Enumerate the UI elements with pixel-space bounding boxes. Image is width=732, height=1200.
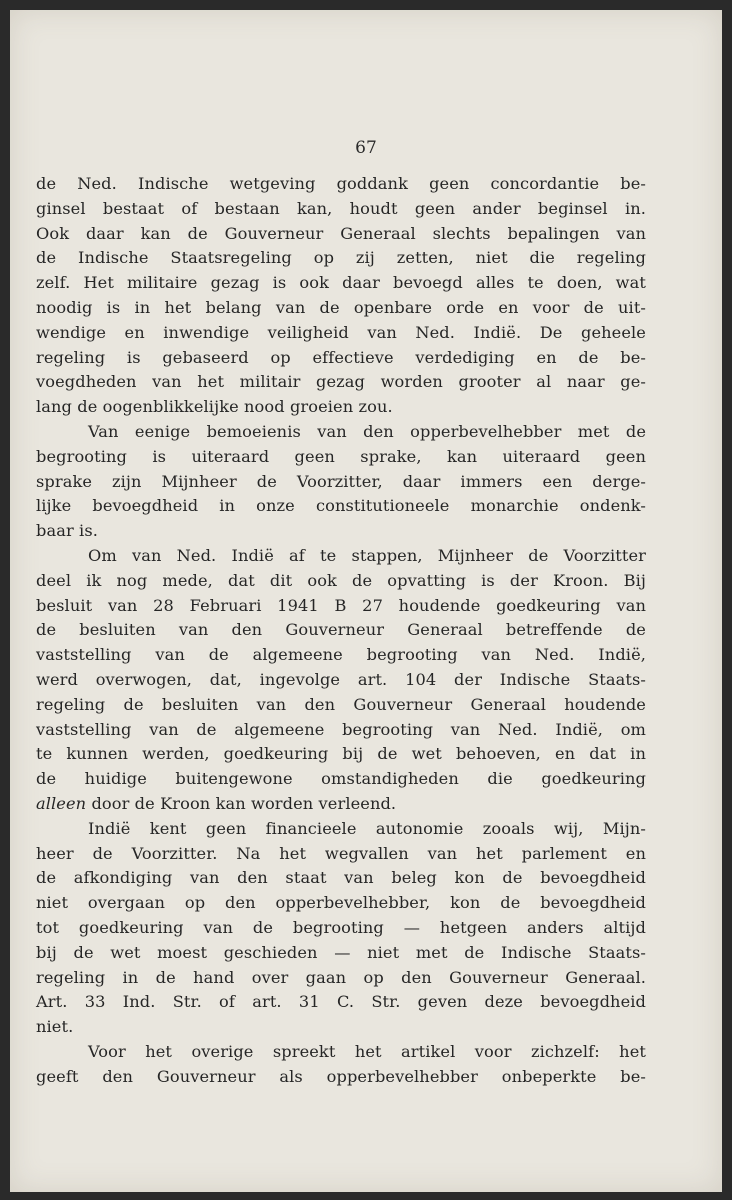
text-line: de huidige buitengewone omstandigheden die goedkeuring — [36, 769, 646, 789]
text-line: ginsel bestaat of bestaan kan, houdt geen ander beginsel in. — [36, 198, 646, 218]
text-line: werd overwogen, dat, ingevolge art. 104 der Indische Staats- — [36, 669, 646, 689]
text-line: regeling is gebaseerd op effectieve verdediging en de be- — [36, 347, 646, 367]
text-line: Indië kent geen financieele autonomie zooals wij, Mijn- — [88, 818, 646, 838]
text-line: niet overgaan op den opperbevelhebber, kon de bevoegdheid — [36, 893, 646, 913]
text-line: regeling in de hand over gaan op den Gouverneur Generaal. — [36, 967, 646, 987]
text-line: lang de oogenblikkelijke nood groeien zou. — [36, 397, 393, 417]
text-line: noodig is in het belang van de openbare orde en voor de uit- — [36, 297, 646, 317]
paragraph — [36, 420, 646, 544]
text-line: regeling de besluiten van den Gouverneur Generaal houdende — [36, 694, 646, 714]
text-line: bij de wet moest geschieden — niet met de Indische Staats- — [36, 942, 646, 962]
paragraph — [36, 817, 646, 1040]
text-line: begrooting is uiteraard geen sprake, kan uiteraard geen — [36, 446, 646, 466]
paragraph — [36, 172, 646, 420]
text-line: voegdheden van het militair gezag worden grooter al naar ge- — [36, 372, 646, 392]
text-line: niet. — [36, 1017, 74, 1037]
text-line: Van eenige bemoeienis van den opperbevelhebber met de — [88, 421, 646, 441]
text-line: te kunnen werden, goedkeuring bij de wet behoeven, en dat in — [36, 744, 646, 764]
text-line: tot goedkeuring van de begrooting — hetgeen anders altijd — [36, 917, 646, 937]
body-text — [36, 172, 646, 1089]
text-line: heer de Voorzitter. Na het wegvallen van het parlement en — [36, 843, 646, 863]
text-line: Art. 33 Ind. Str. of art. 31 C. Str. geven deze bevoegdheid — [36, 992, 646, 1012]
text-line: besluit van 28 Februari 1941 B 27 houdende goedkeuring van — [36, 595, 646, 615]
text-line: de besluiten van den Gouverneur Generaal betreffende de — [36, 620, 646, 640]
paragraph — [36, 544, 646, 817]
text-line: Voor het overige spreekt het artikel voor zichzelf: het — [88, 1041, 646, 1061]
text-line: lijke bevoegdheid in onze constitutioneele monarchie ondenk- — [36, 496, 646, 516]
paragraph — [36, 1040, 646, 1090]
text-line: de Indische Staatsregeling op zij zetten, niet die regeling — [36, 248, 646, 268]
text-line: geeft den Gouverneur als opperbevelhebber onbeperkte be- — [36, 1066, 646, 1086]
text-line: vaststelling van de algemeene begrooting van Ned. Indië, om — [36, 719, 646, 739]
text-line: Om van Ned. Indië af te stappen, Mijnheer de Voorzitter — [88, 545, 646, 565]
text-line: de Ned. Indische wetgeving goddank geen concordantie be- — [36, 174, 646, 193]
text-line: zelf. Het militaire gezag is ook daar bevoegd alles te doen, wat — [36, 273, 646, 293]
text-line: deel ik nog mede, dat dit ook de opvatting is der Kroon. Bij — [36, 570, 646, 590]
text-line: wendige en inwendige veiligheid van Ned. Indië. De geheele — [36, 322, 646, 342]
text-line: de afkondiging van den staat van beleg kon de bevoegdheid — [36, 868, 646, 888]
text-line: sprake zijn Mijnheer de Voorzitter, daar immers een derge- — [36, 471, 646, 491]
text-line: Ook daar kan de Gouverneur Generaal slechts bepalingen van — [36, 223, 646, 243]
page-number: 67 — [355, 138, 377, 158]
document-page — [10, 10, 722, 1192]
text-line: alleen door de Kroon kan worden verleend. — [36, 793, 397, 813]
text-line: baar is. — [36, 521, 98, 541]
text-line: vaststelling van de algemeene begrooting van Ned. Indië, — [36, 645, 646, 665]
